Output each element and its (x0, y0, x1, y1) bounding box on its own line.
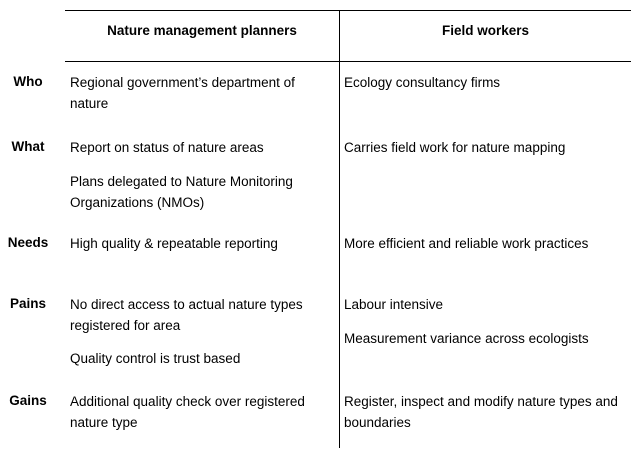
cell-text: More efficient and reliable work practices (344, 236, 589, 251)
column-divider (339, 10, 340, 448)
row-label-what: What (11, 139, 45, 154)
cell-pains-planners (70, 294, 332, 336)
cell-text: High quality & repeatable reporting (70, 236, 278, 251)
cell-text: Additional quality check over registered nature type (70, 394, 305, 430)
cell-who-planners (70, 72, 332, 114)
cell-text: Measurement variance across ecologists (344, 331, 589, 346)
column-header-planners: Nature management planners (107, 23, 297, 38)
row-label-who: Who (13, 74, 43, 89)
cell-text: Report on status of nature areas (70, 140, 264, 155)
cell-text: Quality control is trust based (70, 351, 241, 366)
cell-needs-planners (70, 233, 332, 254)
row-label-pains: Pains (9, 296, 47, 311)
table-header-rule (65, 61, 631, 62)
cell-what-planners-2 (70, 171, 332, 213)
cell-text: Labour intensive (344, 297, 444, 312)
cell-pains-planners-2 (70, 348, 332, 369)
cell-pains-workers (344, 294, 634, 315)
cell-gains-workers (344, 391, 634, 433)
cell-text: Plans delegated to Nature Monitoring Organizations (NMOs) (70, 174, 293, 210)
cell-text: Register, inspect and modify nature types and boundaries (344, 394, 618, 430)
cell-what-planners (70, 137, 332, 158)
cell-what-workers (344, 137, 634, 158)
column-header-workers: Field workers (441, 23, 530, 38)
cell-text: No direct access to actual nature types registered for area (70, 297, 303, 333)
row-label-needs: Needs (7, 235, 49, 250)
row-label-gains: Gains (9, 393, 47, 408)
cell-text: Carries field work for nature mapping (344, 140, 566, 155)
cell-gains-planners (70, 391, 332, 433)
cell-who-workers (344, 72, 634, 93)
cell-text: Ecology consultancy firms (344, 75, 501, 90)
cell-pains-workers-2 (344, 328, 634, 349)
table-top-rule (65, 10, 631, 11)
cell-text: Regional government’s department of nature (70, 75, 295, 111)
cell-needs-workers (344, 233, 634, 254)
